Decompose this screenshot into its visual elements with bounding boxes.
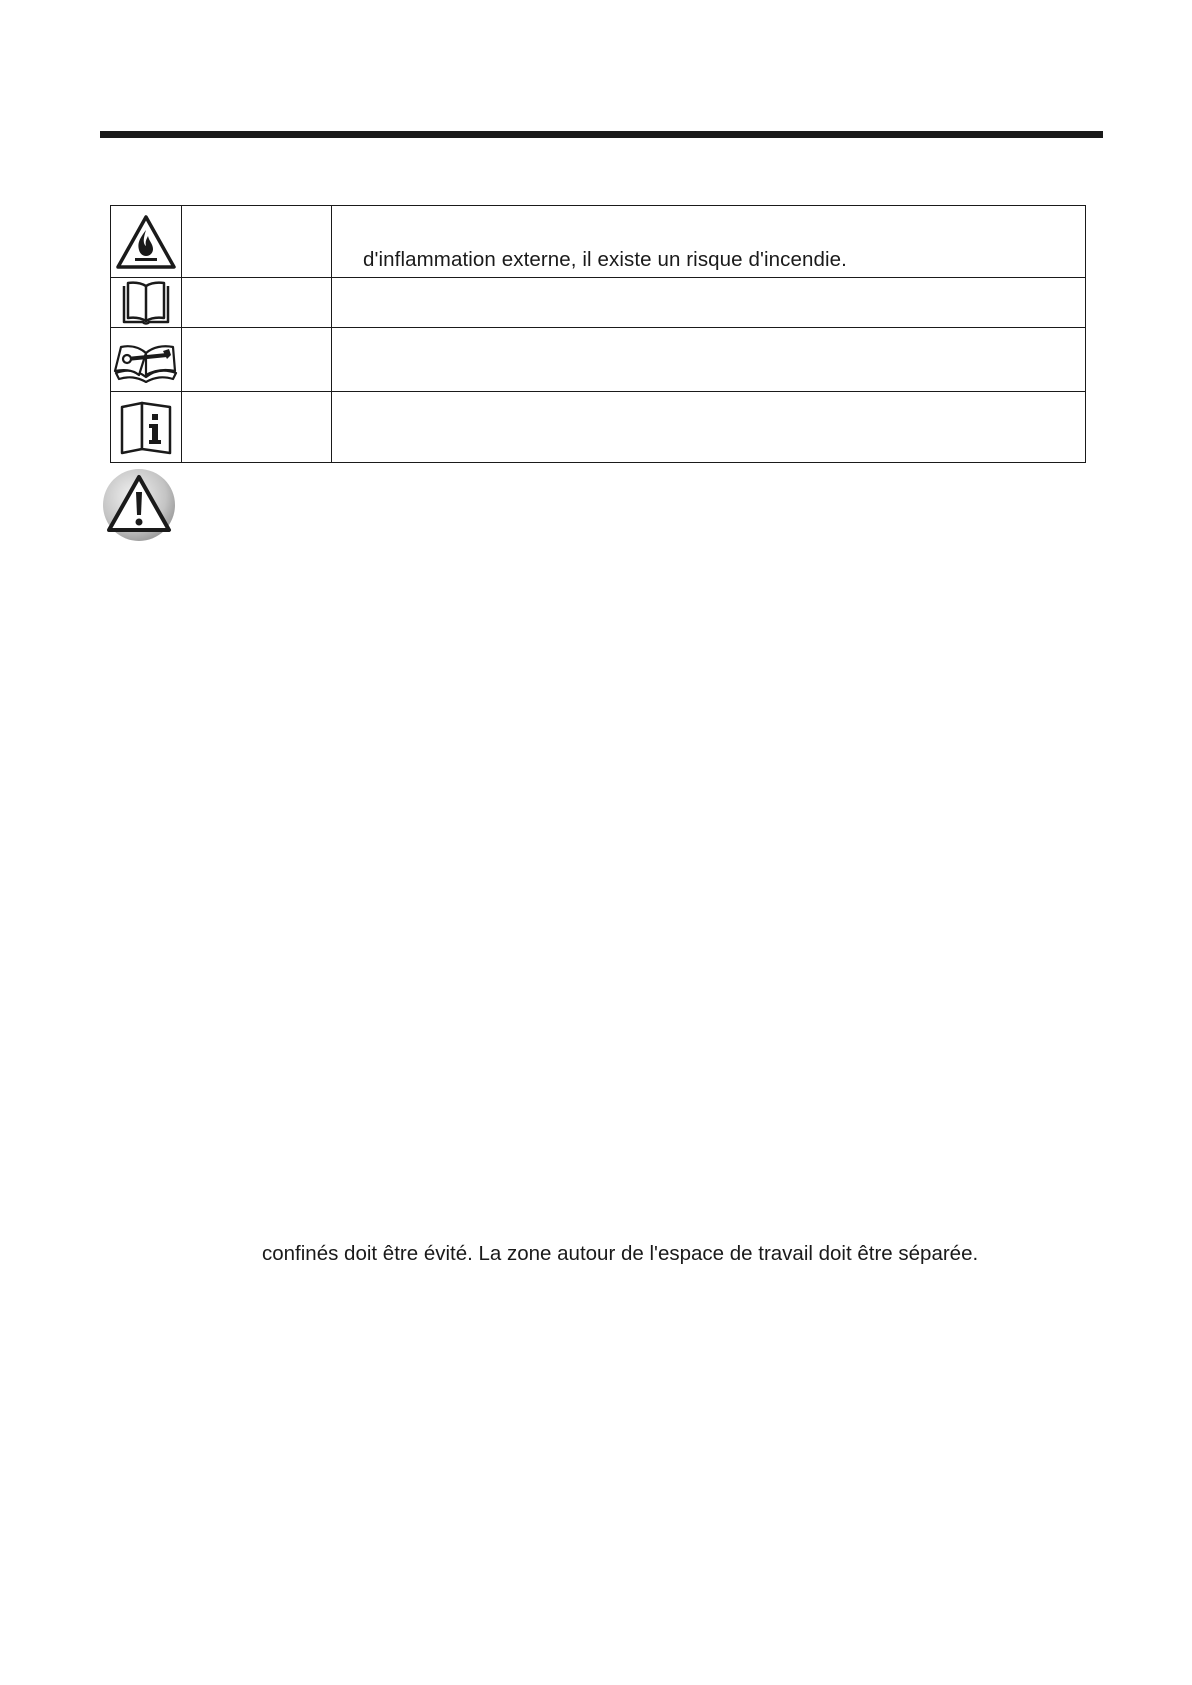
general-warning-icon [102,468,176,542]
flammable-warning-icon [115,214,177,270]
manual-book-icon [121,280,171,326]
symbol-description: d'inflammation externe, il existe un risque d'incendie. [363,248,847,271]
symbol-row-information [111,392,1085,462]
symbol-icon-cell [111,328,182,391]
symbol-desc-cell [332,206,1085,277]
information-manual-icon [118,399,174,455]
symbol-label-cell [182,328,332,391]
symbol-desc-cell [332,328,1085,391]
symbol-desc-cell [332,392,1085,462]
symbol-icon-cell [111,392,182,462]
symbol-icon-cell [111,278,182,327]
symbol-row-flammable [111,206,1085,278]
symbol-row-manual [111,278,1085,328]
symbol-label-cell [182,206,332,277]
service-manual-icon [113,337,179,383]
symbols-table [110,205,1086,463]
warning-text-line: confinés doit être évité. La zone autour de l'espace de travail doit être séparée. [262,1242,979,1265]
symbol-icon-cell [111,206,182,277]
symbol-row-service-manual [111,328,1085,392]
symbol-label-cell [182,392,332,462]
symbol-label-cell [182,278,332,327]
symbol-desc-cell [332,278,1085,327]
top-rule [100,131,1103,138]
